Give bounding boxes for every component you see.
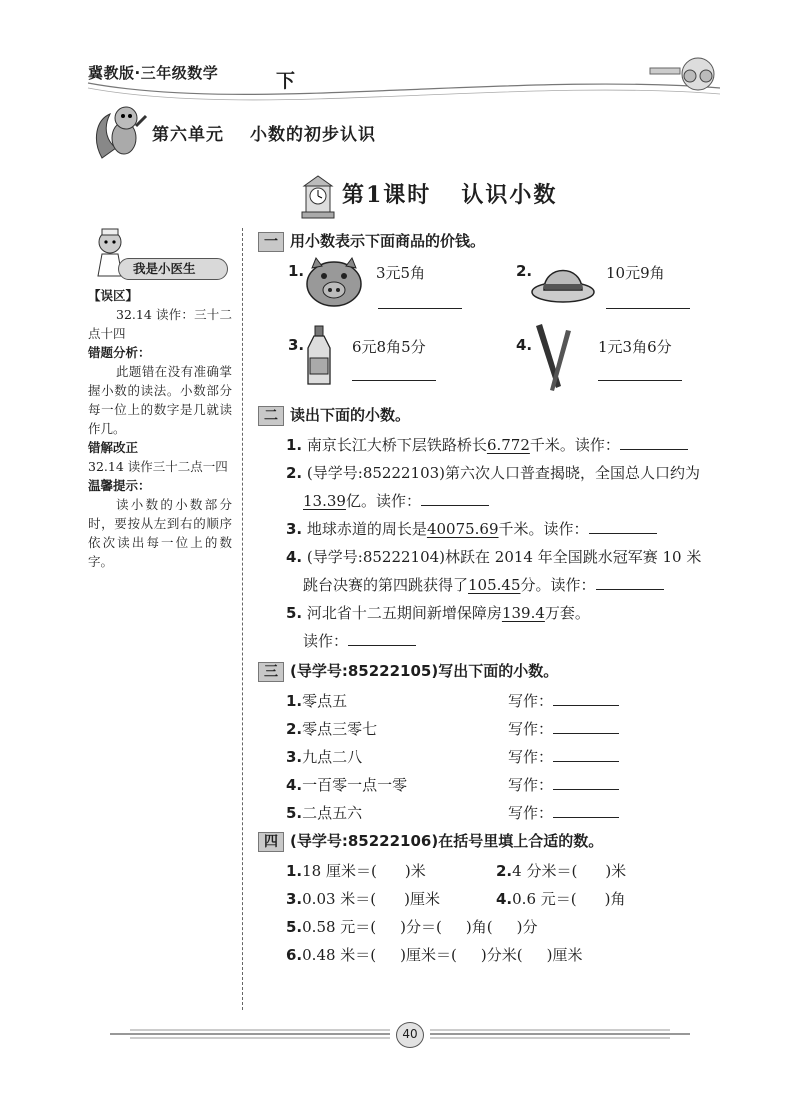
write-as-label: 写作：	[508, 776, 554, 794]
price-item-1: 3元5角	[376, 264, 426, 282]
fill-q2-text: 4 分米＝(	[512, 862, 578, 880]
read-q2-unit: 亿。	[345, 492, 376, 510]
write-item-5-text: 二点五六	[302, 804, 363, 822]
fill-question-4	[496, 888, 625, 909]
read-as-label: 读作：	[543, 520, 589, 538]
section-4-badge: 四	[258, 832, 284, 852]
write-answer-3	[508, 746, 619, 767]
read-q1-value: 6.772	[486, 436, 530, 454]
read-as-label: 读作：	[550, 576, 596, 594]
section-1-heading	[258, 230, 485, 252]
fill-q3-number: 3.	[286, 890, 303, 908]
read-q3-unit: 千米。	[498, 520, 544, 538]
fill-q5-unit-3: )分	[516, 918, 538, 936]
price-item-3: 6元8角5分	[352, 338, 426, 356]
read-q1-number: 1.	[286, 436, 303, 454]
read-q1-text: 南京长江大桥下层铁路桥长	[306, 436, 487, 454]
fill-q5-unit-1: )分＝(	[400, 918, 442, 936]
fill-q6-text: 0.48 米＝(	[302, 946, 377, 964]
header-series: 冀教版·三年级数学	[88, 64, 219, 82]
fill-q5-text: 0.58 元＝(	[302, 918, 377, 936]
fill-q4-unit: )角	[604, 890, 626, 908]
read-q2-number: 2.	[286, 464, 303, 482]
fill-question-1	[286, 860, 426, 881]
section-3-badge: 三	[258, 662, 284, 682]
price-item-4-number: 4.	[516, 336, 533, 354]
read-q2-text: (导学号:85222103)第六次人口普查揭晓，全国总人口约为	[306, 464, 701, 482]
write-answer-1	[508, 690, 619, 711]
write-item-1	[286, 690, 347, 711]
write-as-label: 写作：	[508, 804, 554, 822]
price-item-2: 10元9角	[606, 264, 665, 282]
analysis-text: 此题错在没有准确掌握小数的读法。小数部分每一位上的数字是几就读作几。	[88, 364, 232, 436]
write-item-4-number: 4.	[286, 776, 303, 794]
read-q4-text-2: 跳台决赛的第四跳获得了	[303, 576, 469, 594]
write-item-3-text: 九点二八	[302, 748, 363, 766]
read-q4-value: 105.45	[468, 576, 521, 594]
price-item-2-number: 2.	[516, 262, 533, 280]
write-item-3	[286, 746, 362, 767]
tip-text: 读小数的小数部分时，要按从左到右的顺序依次读出每一位上的数字。	[88, 497, 232, 569]
section-4-heading	[258, 830, 603, 852]
fix-label: 错解改正	[88, 440, 139, 455]
fill-q6-number: 6.	[286, 946, 303, 964]
fill-question-2	[496, 860, 626, 881]
write-as-label: 写作：	[508, 720, 554, 738]
section-1-badge: 一	[258, 232, 284, 252]
read-question-4-line2	[303, 574, 664, 595]
read-q4-unit: 分。	[520, 576, 551, 594]
section-2-badge: 二	[258, 406, 284, 426]
read-q1-blank[interactable]	[620, 436, 688, 450]
fill-q2-number: 2.	[496, 862, 513, 880]
read-q4-text: (导学号:85222104)林跃在 2014 年全国跳水冠军赛 10 米	[306, 548, 702, 566]
read-as-label: 读作：	[375, 492, 421, 510]
answer-blank-3[interactable]	[352, 380, 436, 381]
read-q5-text: 河北省十二五期间新增保障房	[306, 604, 502, 622]
doctor-badge: 我是小医生	[118, 258, 228, 280]
squirrel-mascot-icon	[92, 100, 148, 162]
fill-q6-unit-1: )厘米＝(	[400, 946, 457, 964]
fill-question-3	[286, 888, 440, 909]
read-q3-value: 40075.69	[426, 520, 499, 538]
read-q1-unit: 千米。	[529, 436, 575, 454]
page-number: 40	[396, 1022, 424, 1048]
unit-title	[152, 120, 376, 145]
straw-hat-icon	[530, 256, 596, 306]
fill-q1-text: 18 厘米＝(	[302, 862, 377, 880]
read-question-2	[286, 462, 700, 483]
fill-q6-unit-3: )厘米	[546, 946, 583, 964]
read-as-label: 读作：	[574, 436, 620, 454]
write-as-label: 写作：	[508, 748, 554, 766]
write-item-2-text: 零点三零七	[302, 720, 378, 738]
fill-q2-unit: )米	[605, 862, 627, 880]
mistake-label: 【误区】	[88, 288, 139, 303]
fill-q1-number: 1.	[286, 862, 303, 880]
lesson-label: 第1课时	[342, 182, 432, 208]
section-3-title: (导学号:85222105)写出下面的小数。	[290, 662, 559, 680]
read-question-5	[286, 602, 590, 623]
chopsticks-icon	[532, 322, 576, 392]
fill-q4-text: 0.6 元＝(	[512, 890, 577, 908]
answer-blank-1[interactable]	[378, 308, 462, 309]
write-blank-2[interactable]	[553, 720, 619, 734]
read-q3-text: 地球赤道的周长是	[306, 520, 427, 538]
answer-blank-2[interactable]	[606, 308, 690, 309]
read-q3-number: 3.	[286, 520, 303, 538]
section-3-heading	[258, 660, 558, 682]
read-question-2-line2	[303, 490, 489, 511]
read-q4-number: 4.	[286, 548, 303, 566]
write-answer-5	[508, 802, 619, 823]
header-volume: 下	[276, 70, 296, 92]
mistake-text: 32.14 读作：三十二点十四	[88, 307, 232, 341]
fix-text: 32.14 读作三十二点一四	[88, 459, 228, 474]
read-question-1	[286, 434, 688, 455]
fill-q3-unit: )厘米	[404, 890, 441, 908]
fill-q1-unit: )米	[404, 862, 426, 880]
unit-name: 小数的初步认识	[250, 125, 376, 145]
write-item-2-number: 2.	[286, 720, 303, 738]
write-item-5	[286, 802, 362, 823]
write-item-2	[286, 718, 377, 739]
fill-q3-text: 0.03 米＝(	[302, 890, 377, 908]
write-item-5-number: 5.	[286, 804, 303, 822]
read-q5-value: 139.4	[501, 604, 545, 622]
bottle-icon	[302, 324, 336, 388]
tip-label: 温馨提示：	[88, 478, 151, 493]
read-q5-blank[interactable]	[348, 632, 416, 646]
section-1-title: 用小数表示下面商品的价钱。	[290, 232, 486, 250]
write-item-3-number: 3.	[286, 748, 303, 766]
price-item-1-number: 1.	[288, 262, 305, 280]
fill-q4-number: 4.	[496, 890, 513, 908]
column-divider	[242, 228, 243, 1010]
write-as-label: 写作：	[508, 692, 554, 710]
analysis-label: 错题分析：	[88, 345, 151, 360]
price-item-4: 1元3角6分	[598, 338, 672, 356]
read-as-label: 读作：	[303, 632, 349, 650]
write-item-4	[286, 774, 407, 795]
write-item-4-text: 一百零一点一零	[302, 776, 408, 794]
read-q2-value: 13.39	[303, 492, 346, 510]
sidebar-notes	[88, 286, 232, 571]
write-blank-4[interactable]	[553, 776, 619, 790]
fill-question-5	[286, 916, 537, 937]
read-q3-blank[interactable]	[589, 520, 657, 534]
read-question-4	[286, 546, 701, 567]
section-2-heading	[258, 404, 410, 426]
piggy-bank-icon	[302, 254, 366, 310]
read-question-3	[286, 518, 657, 539]
unit-label: 第六单元	[152, 125, 224, 145]
fill-q5-unit-2: )角(	[465, 918, 493, 936]
read-q5-number: 5.	[286, 604, 303, 622]
write-blank-1[interactable]	[553, 692, 619, 706]
lesson-name: 认识小数	[461, 182, 558, 208]
read-question-5-line2	[303, 630, 416, 651]
read-q2-blank[interactable]	[421, 492, 489, 506]
answer-blank-4[interactable]	[598, 380, 682, 381]
write-blank-5[interactable]	[553, 804, 619, 818]
write-answer-2	[508, 718, 619, 739]
price-item-3-number: 3.	[288, 336, 305, 354]
section-2-title: 读出下面的小数。	[290, 406, 411, 424]
read-q4-blank[interactable]	[596, 576, 664, 590]
write-answer-4	[508, 774, 619, 795]
write-blank-3[interactable]	[553, 748, 619, 762]
fill-question-6	[286, 944, 582, 965]
write-item-1-text: 零点五	[302, 692, 348, 710]
section-4-title: (导学号:85222106)在括号里填上合适的数。	[290, 832, 604, 850]
fill-q6-unit-2: )分米(	[480, 946, 523, 964]
fill-q5-number: 5.	[286, 918, 303, 936]
read-q5-unit: 万套。	[544, 604, 590, 622]
clock-tower-icon	[298, 172, 338, 222]
write-item-1-number: 1.	[286, 692, 303, 710]
lesson-title	[342, 178, 557, 209]
